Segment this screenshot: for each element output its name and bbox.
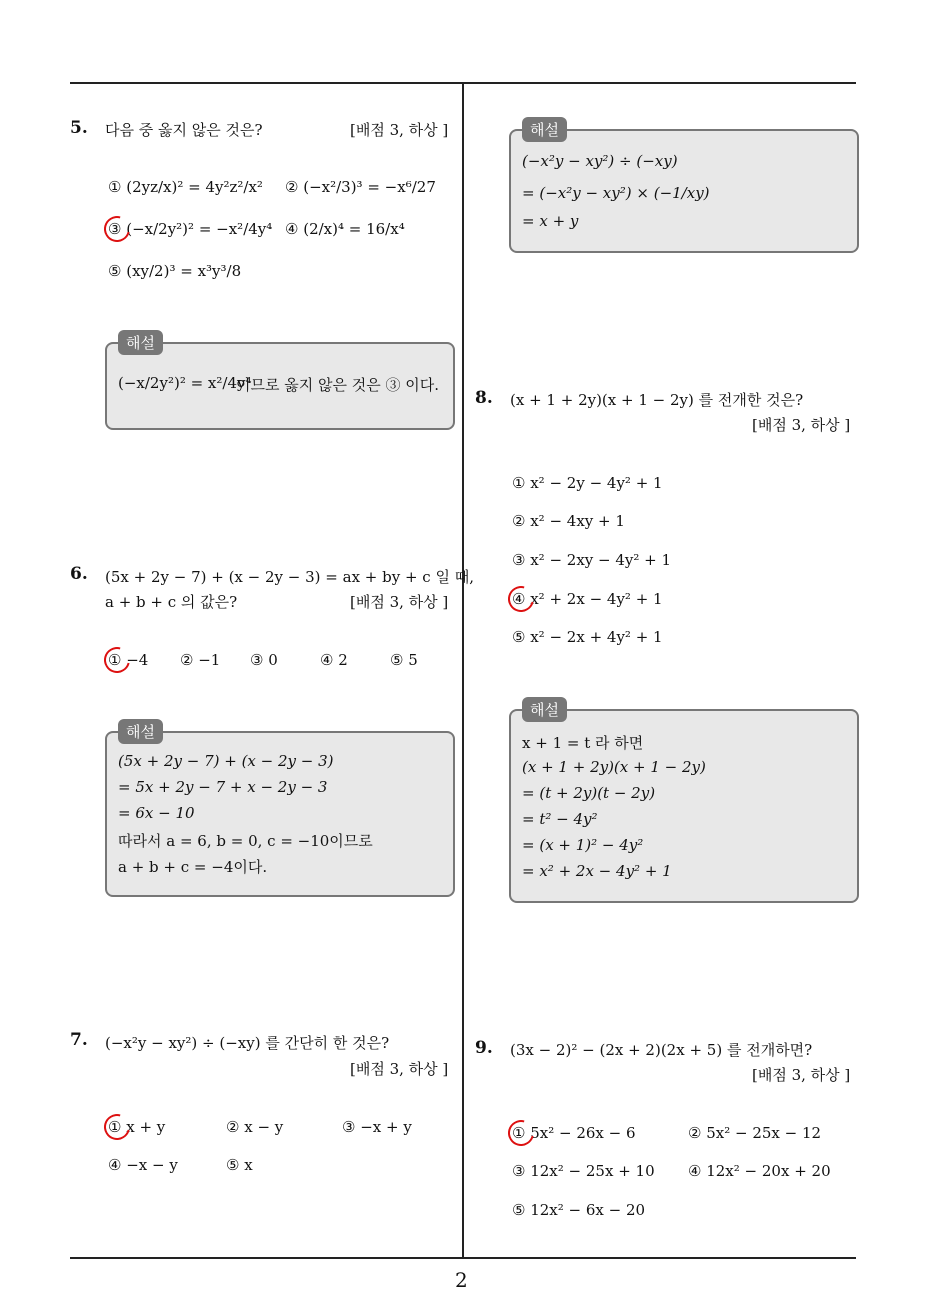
q8-solution-tag: 해설 [522, 697, 567, 722]
q5-option-2[interactable]: ② (−x²/3)³ = −x⁶/27 [285, 178, 436, 196]
q7-solution-line: = (−x²y − xy²) × (−1/xy) [522, 184, 710, 202]
q5-answer-mark-icon [99, 211, 135, 247]
q7-option-2[interactable]: ② x − y [226, 1118, 284, 1136]
q6-solution-tag: 해설 [118, 719, 163, 744]
q6-number: 6. [70, 564, 88, 584]
q9-option-4[interactable]: ④ 12x² − 20x + 20 [688, 1162, 831, 1180]
q6-solution-line: = 6x − 10 [118, 804, 195, 822]
q6-option-3[interactable]: ③ 0 [250, 651, 278, 669]
q8-solution-line: = t² − 4y² [522, 810, 598, 828]
q7-solution-line: (−x²y − xy²) ÷ (−xy) [522, 152, 678, 170]
q7-meta: [배점 3, 하상 ] [350, 1060, 449, 1078]
q5-option-4[interactable]: ④ (2/x)⁴ = 16/x⁴ [285, 220, 405, 238]
column-divider [462, 84, 464, 1259]
q6-option-1[interactable]: ① −4 [108, 651, 149, 669]
q6-solution-line: = 5x + 2y − 7 + x − 2y − 3 [118, 778, 328, 796]
q8-solution-line: (x + 1 + 2y)(x + 1 − 2y) [522, 758, 706, 776]
q8-solution-line: = x² + 2x − 4y² + 1 [522, 862, 672, 880]
q6-meta: [배점 3, 하상 ] [350, 593, 449, 611]
q7-option-5[interactable]: ⑤ x [226, 1156, 253, 1174]
q5-meta: [배점 3, 하상 ] [350, 121, 449, 139]
q7-number: 7. [70, 1030, 88, 1050]
q8-option-5[interactable]: ⑤ x² − 2x + 4y² + 1 [512, 628, 663, 646]
q6-solution-line: a + b + c = −4이다. [118, 858, 268, 876]
q8-option-3[interactable]: ③ x² − 2xy − 4y² + 1 [512, 551, 672, 569]
q5-option-5[interactable]: ⑤ (xy/2)³ = x³y³/8 [108, 262, 242, 280]
q8-answer-mark-icon [503, 581, 539, 617]
q8-solution-line: = (t + 2y)(t − 2y) [522, 784, 656, 802]
q9-option-2[interactable]: ② 5x² − 25x − 12 [688, 1124, 822, 1142]
q7-solution-tag: 해설 [522, 117, 567, 142]
q5-option-3[interactable]: ③ (−x/2y²)² = −x²/4y⁴ [108, 220, 273, 238]
q7-solution-line: = x + y [522, 212, 579, 230]
q9-question: (3x − 2)² − (2x + 2)(2x + 5) 를 전개하면? [510, 1041, 813, 1059]
q7-answer-mark-icon [99, 1109, 135, 1145]
q6-option-2[interactable]: ② −1 [180, 651, 221, 669]
page-number: 2 [455, 1268, 468, 1292]
q9-option-5[interactable]: ⑤ 12x² − 6x − 20 [512, 1201, 646, 1219]
q5-solution-text: 이므로 옳지 않은 것은 ③ 이다. [236, 376, 439, 394]
q7-option-4[interactable]: ④ −x − y [108, 1156, 178, 1174]
q7-option-1[interactable]: ① x + y [108, 1118, 166, 1136]
q6-option-4[interactable]: ④ 2 [320, 651, 348, 669]
q5-solution-math: (−x/2y²)² = x²/4y⁴ [118, 374, 252, 392]
q8-solution-line: x + 1 = t 라 하면 [522, 734, 644, 752]
q9-option-1[interactable]: ① 5x² − 26x − 6 [512, 1124, 636, 1142]
q5-option-1[interactable]: ① (2yz/x)² = 4y²z²/x² [108, 178, 263, 196]
q6-solution-line: (5x + 2y − 7) + (x − 2y − 3) [118, 752, 334, 770]
q5-number: 5. [70, 118, 88, 138]
q7-question: (−x²y − xy²) ÷ (−xy) 를 간단히 한 것은? [105, 1034, 390, 1052]
q8-number: 8. [475, 388, 493, 408]
q6-option-5[interactable]: ⑤ 5 [390, 651, 418, 669]
q9-answer-mark-icon [503, 1115, 539, 1151]
q7-option-3[interactable]: ③ −x + y [342, 1118, 412, 1136]
q8-option-2[interactable]: ② x² − 4xy + 1 [512, 512, 625, 530]
q8-meta: [배점 3, 하상 ] [752, 416, 851, 434]
q9-number: 9. [475, 1038, 493, 1058]
q5-question: 다음 중 옳지 않은 것은? [105, 121, 263, 139]
q8-question: (x + 1 + 2y)(x + 1 − 2y) 를 전개한 것은? [510, 391, 804, 409]
q5-solution-tag: 해설 [118, 330, 163, 355]
q6-answer-mark-icon [99, 642, 135, 678]
q9-meta: [배점 3, 하상 ] [752, 1066, 851, 1084]
q6-solution-line: 따라서 a = 6, b = 0, c = −10이므로 [118, 832, 373, 850]
q6-question-line1: (5x + 2y − 7) + (x − 2y − 3) = ax + by + c 일 때, [105, 568, 474, 586]
q8-option-1[interactable]: ① x² − 2y − 4y² + 1 [512, 474, 663, 492]
q8-solution-line: = (x + 1)² − 4y² [522, 836, 644, 854]
q9-option-3[interactable]: ③ 12x² − 25x + 10 [512, 1162, 655, 1180]
q8-option-4[interactable]: ④ x² + 2x − 4y² + 1 [512, 590, 663, 608]
q6-question-line2: a + b + c 의 값은? [105, 593, 238, 611]
